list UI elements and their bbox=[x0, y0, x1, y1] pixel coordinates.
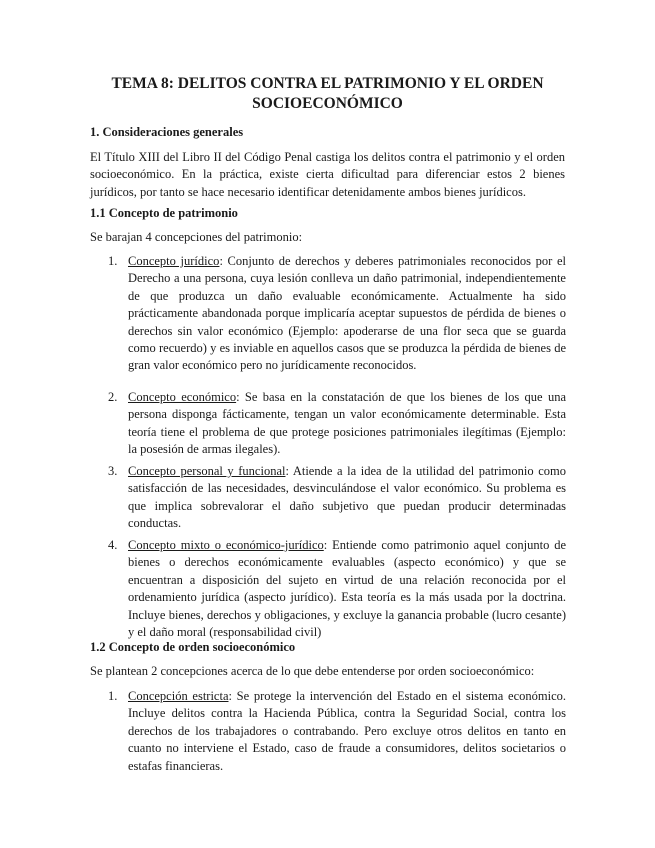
list-item-term: Concepto económico bbox=[128, 390, 237, 404]
document-title bbox=[80, 74, 575, 114]
list-number: 4. bbox=[108, 538, 118, 552]
list-item bbox=[108, 537, 566, 641]
list-item bbox=[108, 463, 566, 533]
list-item-text bbox=[128, 537, 566, 641]
list-item bbox=[108, 253, 566, 375]
list-item-description: : Se protege la intervención del Estado en el sistema económico. Incluye delitos contra la Hacienda Pública, contra la Seguridad Social, contra los derechos de los trabajadores o contrabando. Pero excluye otros delitos en tanto en cuanto no interviene el Estado, caso de fraude a consumidores, delitos societarios o estafas financieras. bbox=[128, 689, 566, 773]
list-item-description: : Conjunto de derechos y deberes patrimoniales reconocidos por el Derecho a una persona, cuya lesión conlleva un daño patrimonial, independientemente de que produzca un daño evaluable económicamente. Actualmente ha sido prácticamente abandonada porque implicaría aceptar supuestos de pérdida de bienes o derechos sin valor económico (Ejemplo: apoderarse de una flor seca que se guarda como recuerdo) y es inviable en aquellos casos que se produzca la pérdida de bienes de gran valor económico pero no jurídicamente reconocidos. bbox=[128, 254, 566, 373]
list-item-text bbox=[128, 389, 566, 459]
section-heading-1-2: 1.2 Concepto de orden socioeconómico bbox=[90, 640, 296, 654]
list-item-term: Concepto jurídico bbox=[128, 254, 220, 268]
list-item-description: : Se basa en la constatación de que los bienes de los que una persona disponga fácticamente, tengan un valor económicamente determinable. Esta teoría tiene el problema de que protege posiciones patrimoniales ilegítimas (Ejemplo: la posesión de armas ilegales). bbox=[128, 390, 567, 457]
list-item bbox=[108, 389, 566, 459]
list-item-term: Concepción estricta bbox=[128, 689, 229, 703]
list-item-term: Concepto mixto o económico-jurídico bbox=[128, 538, 324, 552]
section-heading-1-1: 1.1 Concepto de patrimonio bbox=[90, 206, 238, 220]
list-item-description: : Entiende como patrimonio aquel conjunto de bienes o derechos económicamente evaluables (aspecto económico) y que se encuentran a disposición del sujeto en virtud de una relación reconocida por el ordenamiento jurídica (aspecto jurídico). Esta teoría es la más usada por la doctrina. Incluye bienes, derechos y obligaciones, y excluye la ganancia probable (lucro cesante) y el daño moral (responsabilidad civil) bbox=[128, 538, 566, 640]
section-1-body: El Título XIII del Libro II del Código Penal castiga los delitos contra el patrimonio y el orden socioeconómico. En la práctica, existe cierta dificultad para diferenciar estos 2 bienes jurídicos, por tanto se hace necesario identificar detenidamente ambos bienes jurídicos. bbox=[90, 150, 565, 199]
section-1-1-intro: Se barajan 4 concepciones del patrimonio: bbox=[90, 230, 303, 244]
section-1-2-intro: Se plantean 2 concepciones acerca de lo que debe entenderse por orden socioeconómico: bbox=[90, 664, 535, 678]
list-item-description: : Atiende a la idea de la utilidad del patrimonio como satisfacción de las necesidades, desvinculándose el valor económico. Su problema es que implica sobrevalorar el daño subjetivo que puedan producir determinadas conductas. bbox=[128, 464, 566, 531]
list-item-text bbox=[128, 463, 566, 533]
title-line-2: SOCIOECONÓMICO bbox=[252, 95, 403, 112]
list-item bbox=[108, 688, 566, 775]
section-heading-1: 1. Consideraciones generales bbox=[90, 125, 244, 139]
list-item-text bbox=[128, 688, 566, 775]
list-number: 1. bbox=[108, 254, 118, 268]
list-number: 2. bbox=[108, 390, 118, 404]
list-number: 1. bbox=[108, 689, 118, 703]
list-item-term: Concepto personal y funcional bbox=[128, 464, 286, 478]
list-item-text bbox=[128, 253, 566, 375]
title-line-1: TEMA 8: DELITOS CONTRA EL PATRIMONIO Y EL ORDEN bbox=[111, 75, 544, 92]
list-number: 3. bbox=[108, 464, 118, 478]
